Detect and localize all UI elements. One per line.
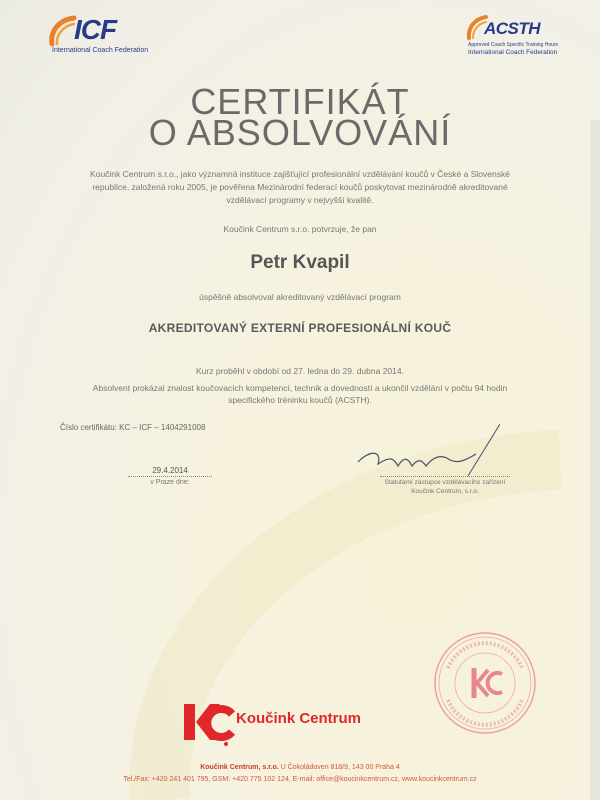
program-name: AKREDITOVANÝ EXTERNÍ PROFESIONÁLNÍ KOUČ <box>148 321 452 335</box>
signature-icon <box>350 420 500 480</box>
course-period: Kurz proběhl v období od 27. ledna do 29. dubna 2014. <box>196 366 404 376</box>
signatory-role-line1: Statutární zástupce vzdělávacího zařízení <box>384 479 506 486</box>
icf-logo-text: ICF <box>74 14 117 45</box>
acsth-logo-text: ACSTH <box>484 19 541 38</box>
acsth-logo-line2: International Coach Federation <box>468 49 558 56</box>
confirmation-text: Koučink Centrum s.r.o. potvrzuje, že pan <box>223 224 377 234</box>
intro-paragraph: Koučink Centrum s.r.o., jako významná instituce zajišťující profesionální vzdělávání koučů v České a Slovenské republice, založená roku 2005, je pověřena Mezinárodní federací koučů poskytovat mezinárodně akreditované vzdělávací programy v nejvyšší kvalitě. <box>90 169 510 205</box>
icf-logo <box>48 14 158 56</box>
issue-place: v Praze dne: <box>150 479 190 486</box>
certificate-title-line1: CERTIFIKÁT <box>190 81 410 122</box>
issue-date: 29.4.2014 <box>152 466 188 475</box>
footer-street: U Čokoládoven 818/9, 143 00 Praha 4 <box>280 764 400 771</box>
recipient-name: Petr Kvapil <box>250 252 350 273</box>
date-line <box>128 476 212 477</box>
company-stamp-icon <box>430 628 540 738</box>
completed-text: úspěšně absolvoval akreditovaný vzdělávací program <box>199 292 401 302</box>
koucink-centrum-logo <box>180 694 380 750</box>
brand-name: Koučink Centrum <box>236 710 362 727</box>
signatory-role <box>370 478 520 496</box>
signatory-role-line2: Koučink Centrum, s.r.o. <box>411 488 479 495</box>
kc-mark-icon <box>180 694 236 750</box>
icf-logo-subtitle: International Coach Federation <box>52 47 149 54</box>
certificate-number: Číslo certifikátu: KC – ICF – 1404291008 <box>60 423 206 432</box>
footer-company: Koučink Centrum, s.r.o. <box>200 764 279 771</box>
certificate-title-line2: O ABSOLVOVÁNÍ <box>148 112 452 153</box>
footer-address <box>0 764 600 771</box>
acsth-logo-line1: Approved Coach Specific Training Hours <box>468 42 559 48</box>
acsth-logo <box>466 14 576 58</box>
signature-line <box>380 476 510 477</box>
footer-contacts: Tel./Fax: +420 241 401 795, GSM: +420 775 102 124, E-mail: office@koucinkcentrum.cz, www.koucinkcentrum.cz <box>123 776 477 783</box>
knowledge-statement: Absolvent prokázal znalost koučovacích kompetencí, technik a dovedností a ukončil vzdělání v počtu 94 hodin specifického tréninku koučů (ACSTH). <box>92 383 508 405</box>
